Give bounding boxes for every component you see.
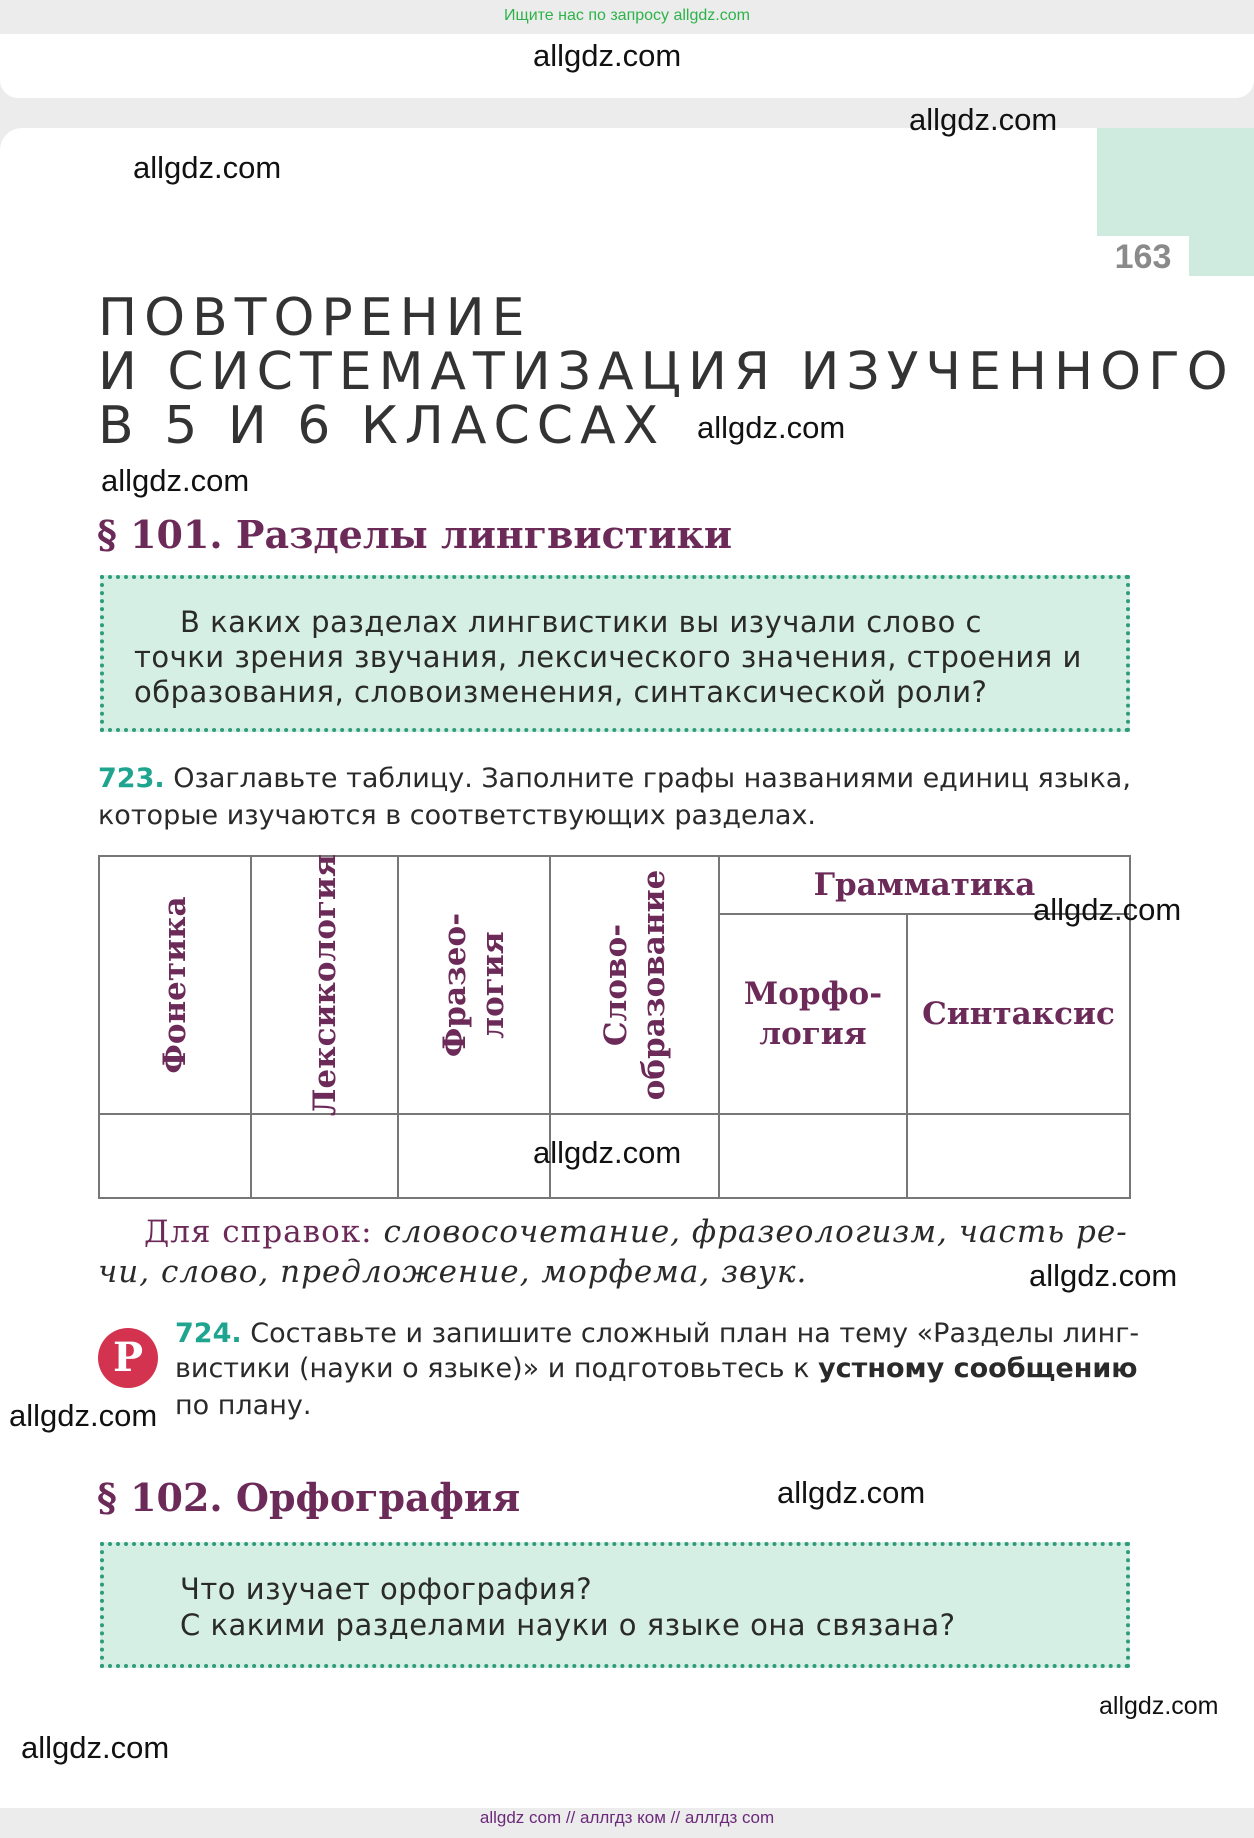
bottom-links[interactable]: allgdz com // аллгдз ком // аллгдз com [479, 1808, 775, 1827]
watermark: allgdz.com [777, 1475, 926, 1510]
header-morphology-2: логия [759, 1016, 867, 1052]
header-phraseology [436, 913, 512, 1057]
chapter-title-line-3: В 5 И 6 КЛАССАХ [98, 396, 666, 456]
header-word-formation-2: образование [635, 869, 672, 1101]
task-723-line-1 [98, 763, 1131, 794]
header-syntax: Синтаксис [907, 914, 1130, 1114]
section-102-title: § 102. Орфография [97, 1475, 521, 1520]
table-cell-lexicology [251, 856, 398, 1114]
reference-label: Для справок: [144, 1214, 373, 1250]
task-724-number: 724. [175, 1318, 242, 1349]
table-cell-empty [907, 1114, 1130, 1198]
watermark: allgdz.com [1099, 1692, 1219, 1720]
header-lexicology: Лексикология [306, 854, 343, 1116]
task-724-line-1 [175, 1318, 1139, 1349]
task-723-text-1: Озаглавьте таблицу. Заполните графы названиями единиц языка, [173, 763, 1131, 794]
table-cell-phraseology [398, 856, 550, 1114]
watermark: allgdz.com [533, 38, 682, 73]
watermark: allgdz.com [1033, 892, 1182, 927]
watermark: allgdz.com [909, 102, 1058, 137]
header-phonetics: Фонетика [157, 896, 193, 1074]
table-cell-empty [99, 1114, 251, 1198]
task-724-emphasis: устному сообщению [818, 1353, 1138, 1384]
top-banner[interactable]: Ищите нас по запросу allgdz.com [504, 7, 750, 24]
question-line: В каких разделах лингвистики вы изучали слово с [180, 605, 982, 639]
header-word-formation [597, 870, 673, 1101]
section-102-question-box [100, 1542, 1130, 1668]
section-101-title: § 101. Разделы лингвистики [97, 512, 733, 557]
task-724-text-1: Составьте и запишите сложный план на тему «Разделы линг- [250, 1318, 1140, 1349]
chapter-title-line-2: И СИСТЕМАТИЗАЦИЯ ИЗУЧЕННОГО [98, 342, 1235, 402]
table-cell-word-formation [550, 856, 719, 1114]
header-grammar: Грамматика [719, 856, 1130, 914]
table-cell-empty [398, 1114, 550, 1198]
reference-line-1 [144, 1214, 1128, 1250]
header-word-formation-1: Слово- [597, 923, 634, 1047]
task-723-line-2: которые изучаются в соответствующих разделах. [98, 800, 817, 831]
header-morphology [719, 914, 907, 1114]
watermark: allgdz.com [697, 410, 846, 445]
header-phraseology-1: Фразео- [437, 912, 473, 1058]
watermark: allgdz.com [133, 150, 282, 185]
table-cell-phonetics [99, 856, 251, 1114]
watermark: allgdz.com [533, 1135, 682, 1170]
task-724-line-2 [175, 1353, 1138, 1384]
page-number: 163 [1114, 238, 1172, 276]
task-724-line-3: по плану. [175, 1390, 312, 1421]
task-724-text-2: вистики (науки о языке)» и подготовьтесь к [175, 1353, 819, 1384]
watermark: allgdz.com [21, 1730, 170, 1765]
watermark: allgdz.com [9, 1398, 158, 1433]
question-line: образования, словоизменения, синтаксической роли? [134, 675, 988, 709]
watermark: allgdz.com [101, 463, 250, 498]
header-phraseology-2: логия [475, 931, 511, 1039]
watermark: allgdz.com [1029, 1258, 1178, 1293]
question-line: С какими разделами науки о языке она связана? [180, 1608, 956, 1642]
reference-words-1: словосочетание, фразеологизм, часть ре- [383, 1214, 1128, 1250]
task-723-number: 723. [98, 763, 165, 794]
header-morphology-1: Морфо- [743, 976, 883, 1012]
table-cell-empty [719, 1114, 907, 1198]
table-cell-empty [251, 1114, 398, 1198]
question-line: точки зрения звучания, лексического значения, строения и [134, 640, 1082, 674]
chapter-title-line-1: ПОВТОРЕНИЕ [98, 288, 532, 348]
section-101-question-box [100, 575, 1130, 732]
question-line: Что изучает орфография? [180, 1572, 593, 1606]
reference-line-2: чи, слово, предложение, морфема, звук. [98, 1254, 808, 1290]
oral-task-badge: Р [98, 1328, 158, 1388]
